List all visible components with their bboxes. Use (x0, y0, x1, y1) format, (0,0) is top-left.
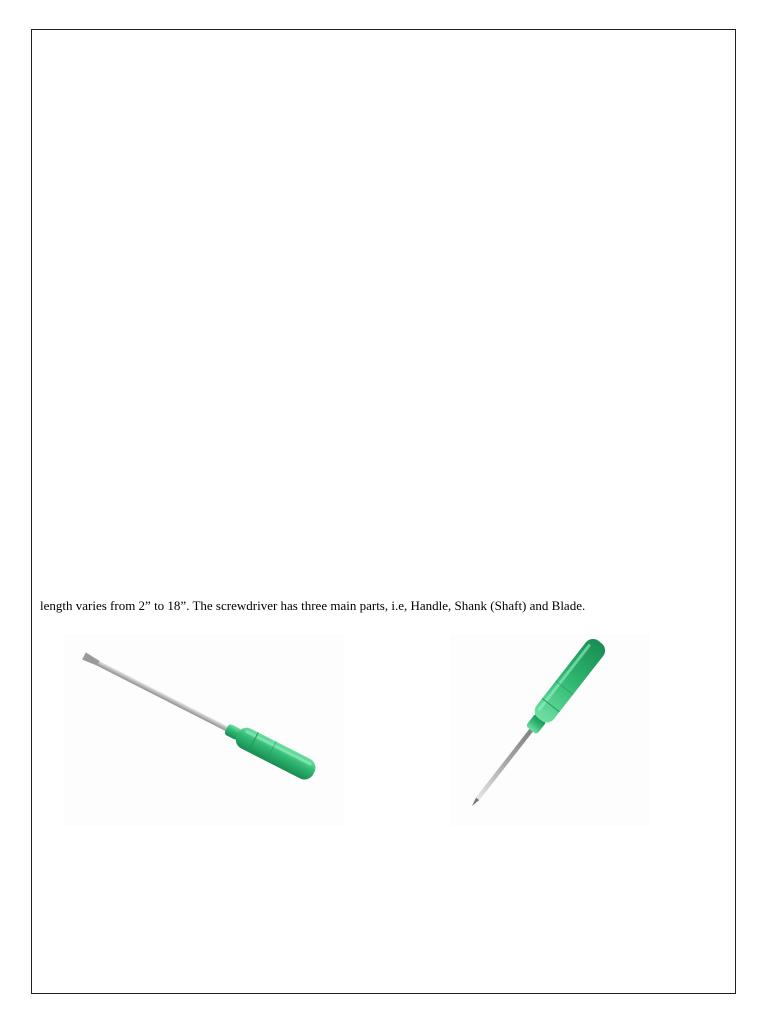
flat-head-screwdriver-image (64, 634, 344, 826)
phillips-screwdriver-image (450, 634, 650, 826)
page-border (31, 29, 736, 994)
body-paragraph: length varies from 2” to 18”. The screwdriver has three main parts, i.e, Handle, Shank (Shaft) and Blade. (40, 598, 586, 613)
